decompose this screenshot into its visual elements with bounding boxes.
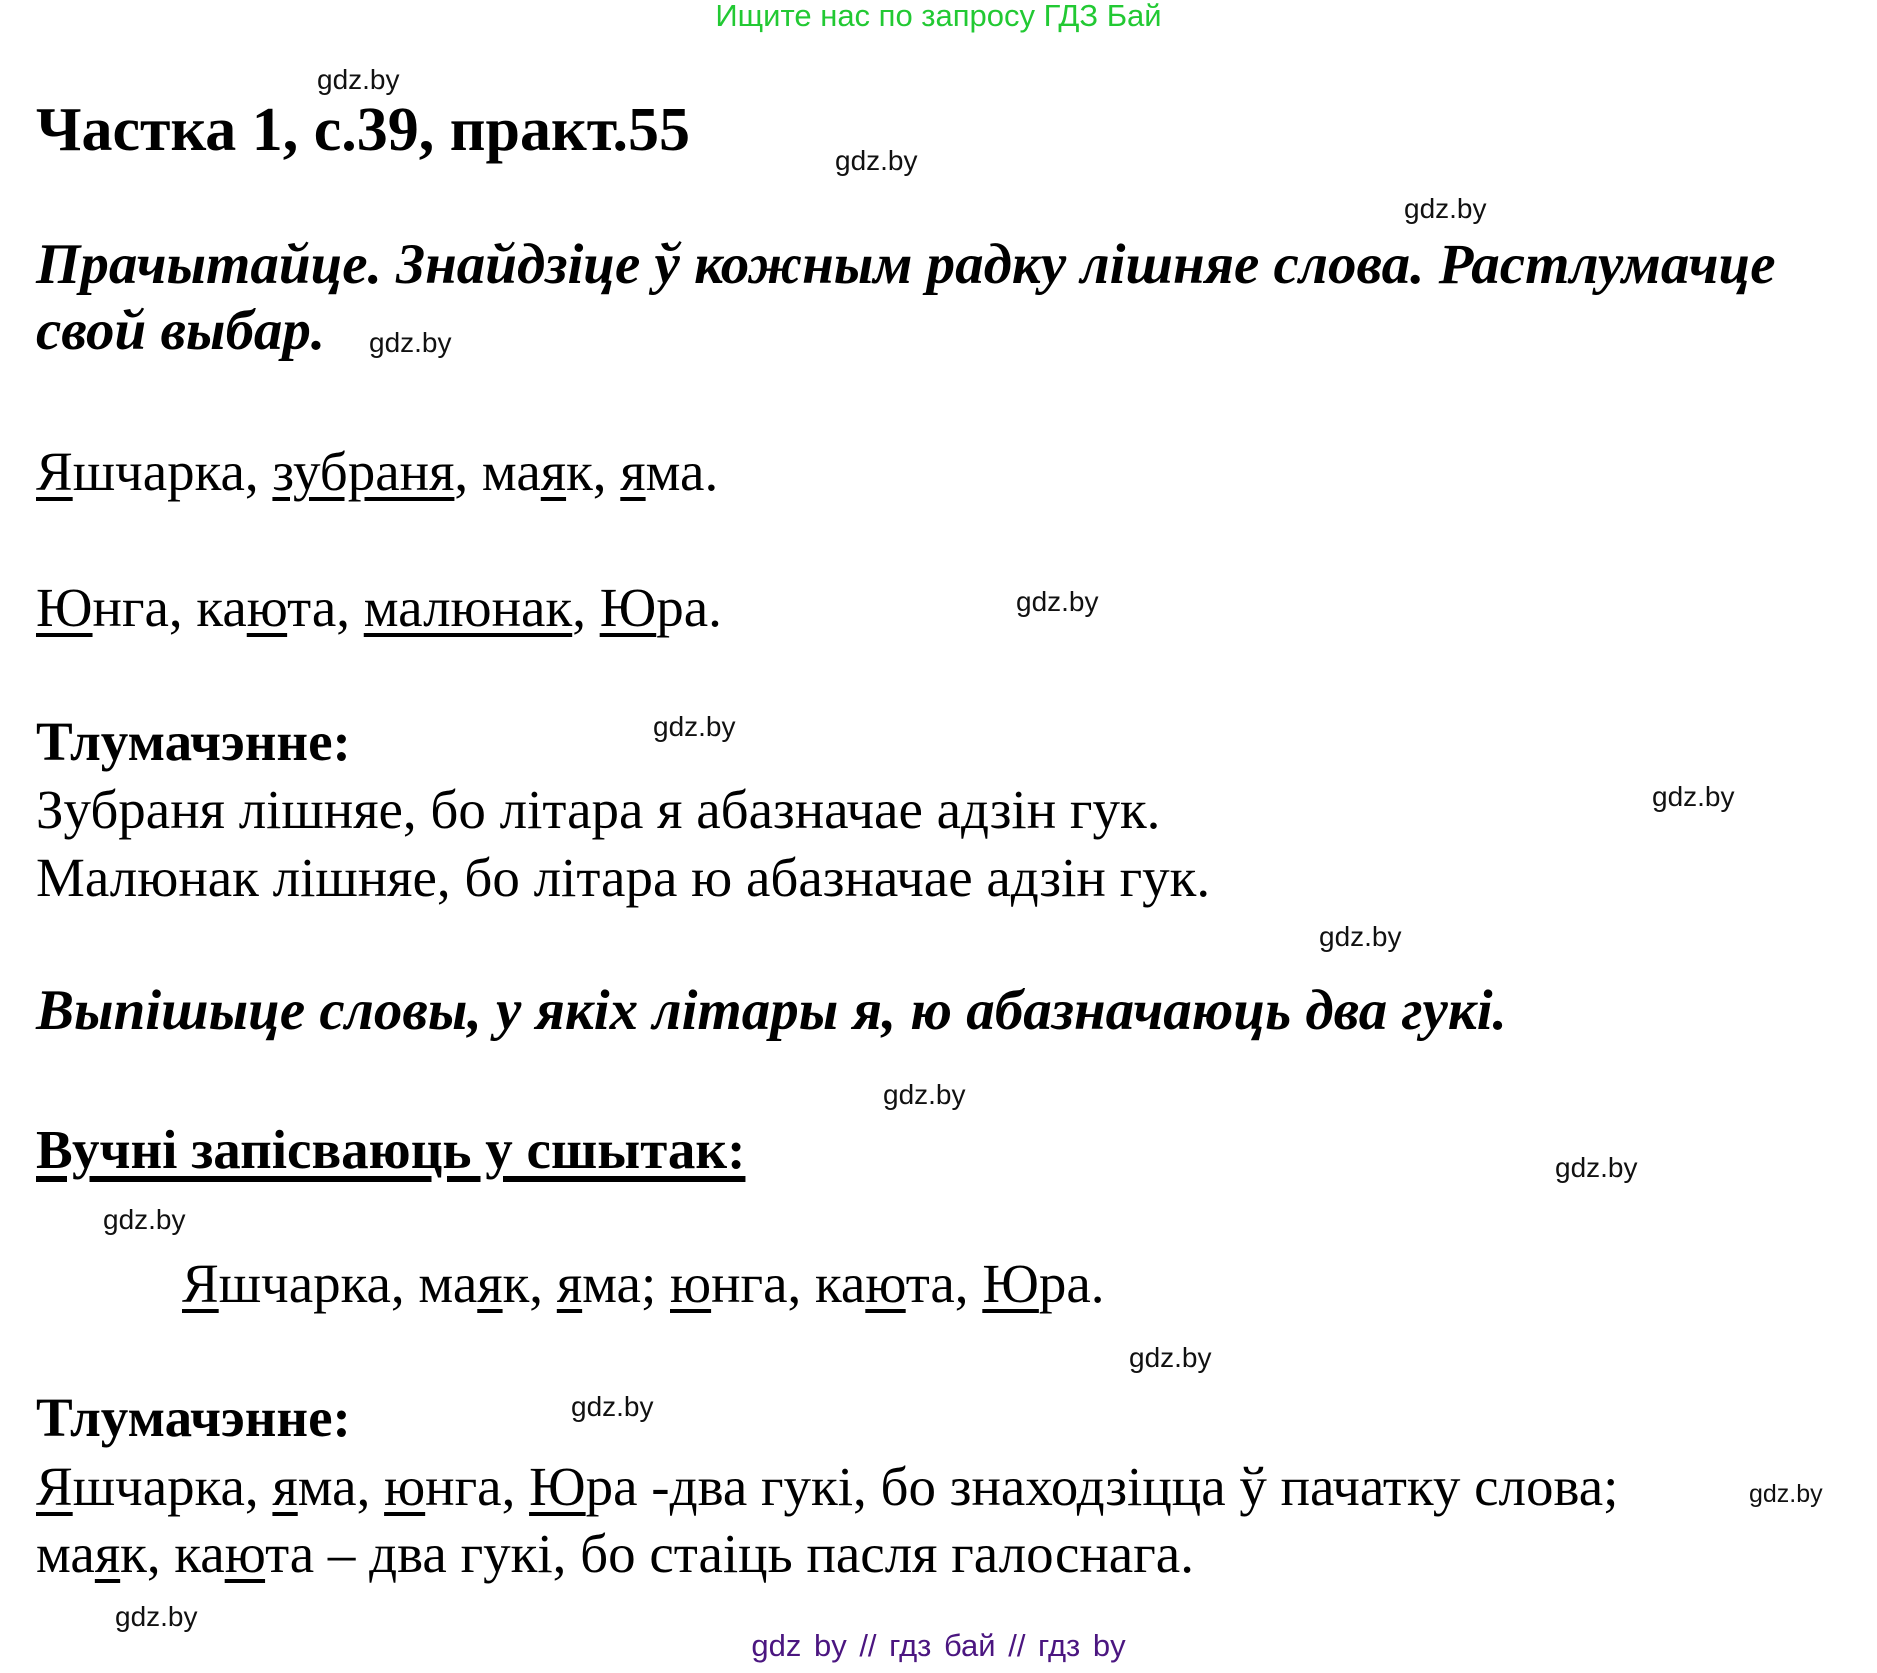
explanation-heading-2: Тлумачэнне: — [36, 1387, 351, 1448]
text-segment: нга, ка — [711, 1253, 866, 1314]
text-segment: шчарка, — [72, 1456, 273, 1517]
footer-watermark: gdz by // гдз бай // гдз by — [751, 1628, 1126, 1663]
underlined-letter: я — [540, 441, 567, 502]
watermark-text: gdz.by — [1749, 1480, 1823, 1508]
text-segment: ма; — [582, 1253, 670, 1314]
text-segment: к, — [502, 1253, 557, 1314]
underlined-letter: малюнак — [363, 577, 573, 638]
underlined-letter: я — [620, 441, 646, 502]
text-segment: ма. — [645, 441, 719, 502]
watermark-text: gdz.by — [1404, 193, 1487, 224]
underlined-letter: Ю — [599, 577, 657, 638]
text-segment: ма, — [297, 1456, 385, 1517]
task-instruction-2: Выпішыце словы, у якіх літары я, ю абазначаюць два гукі. — [36, 979, 1507, 1042]
watermark-text: gdz.by — [115, 1601, 198, 1632]
search-banner: Ищите нас по запросу ГДЗ Бай — [715, 0, 1162, 33]
watermark-text: gdz.by — [1319, 921, 1402, 952]
explanation-line-1: Зубраня лішняе, бо літара я абазначае адзін гук. — [36, 779, 1161, 840]
underlined-letter: ю — [224, 1523, 266, 1584]
text-segment: к, — [566, 441, 621, 502]
underlined-letter: Я — [36, 441, 73, 502]
underlined-letter: ю — [384, 1456, 426, 1517]
text-segment: , — [572, 577, 600, 638]
underlined-letter: Ю — [529, 1456, 586, 1517]
task-instruction-line-1: Прачытайце. Знайдзіце ў кожным радку лішняе слова. Растлумачце — [36, 233, 1776, 296]
underlined-letter: я — [556, 1253, 583, 1314]
text-segment: та, — [905, 1253, 983, 1314]
text-segment: нга, — [425, 1456, 530, 1517]
underlined-letter: Я — [36, 1456, 73, 1517]
watermark-text: gdz.by — [653, 711, 736, 742]
explanation-line-2: Малюнак лішняе, бо літара ю абазначае адзін гук. — [36, 847, 1211, 908]
watermark-text: gdz.by — [1555, 1152, 1638, 1183]
explanation2-line-2 — [36, 1522, 1194, 1585]
text-segment: ра. — [1038, 1253, 1105, 1314]
page-title: Частка 1, с.39, практ.55 — [36, 96, 690, 164]
answer-line — [182, 1252, 1105, 1315]
word-row-1 — [36, 440, 718, 503]
underlined-letter: Я — [182, 1253, 219, 1314]
underlined-letter: я — [94, 1523, 121, 1584]
text-segment: ра -два гукі, бо знаходзіцца ў пачатку слова; — [585, 1456, 1619, 1517]
text-segment: шчарка, ма — [218, 1253, 478, 1314]
underlined-letter: зубраня — [272, 441, 455, 502]
underlined-letter: Ю — [982, 1253, 1039, 1314]
text-segment: та, — [287, 577, 364, 638]
explanation2-line-1 — [36, 1455, 1618, 1518]
watermark-text: gdz.by — [1129, 1342, 1212, 1373]
underlined-letter: ю — [865, 1253, 906, 1314]
task-instruction-line-2: свой выбар. — [36, 299, 326, 362]
underlined-letter: ю — [246, 577, 288, 638]
watermark-text: gdz.by — [571, 1391, 654, 1422]
text-segment: та – два гукі, бо стаіць пасля галоснага. — [265, 1523, 1194, 1584]
watermark-text: gdz.by — [369, 327, 452, 358]
students-write-heading: Вучні запісваюць у сшытак: — [36, 1119, 746, 1180]
underlined-letter: Ю — [36, 577, 93, 638]
watermark-text: gdz.by — [103, 1204, 186, 1235]
watermark-text: gdz.by — [835, 145, 918, 176]
word-row-2 — [36, 576, 722, 639]
explanation-heading-1: Тлумачэнне: — [36, 711, 351, 772]
underlined-letter: ю — [670, 1253, 712, 1314]
text-segment: , ма — [454, 441, 541, 502]
watermark-text: gdz.by — [1652, 781, 1735, 812]
underlined-letter: я — [272, 1456, 298, 1517]
text-segment: ма — [36, 1523, 95, 1584]
text-segment: ра. — [656, 577, 722, 638]
text-segment: к, ка — [120, 1523, 225, 1584]
watermark-text: gdz.by — [1016, 586, 1099, 617]
text-segment: нга, ка — [92, 577, 247, 638]
text-segment: шчарка, — [72, 441, 273, 502]
underlined-letter: я — [477, 1253, 503, 1314]
watermark-text: gdz.by — [317, 64, 400, 95]
watermark-text: gdz.by — [883, 1079, 966, 1110]
